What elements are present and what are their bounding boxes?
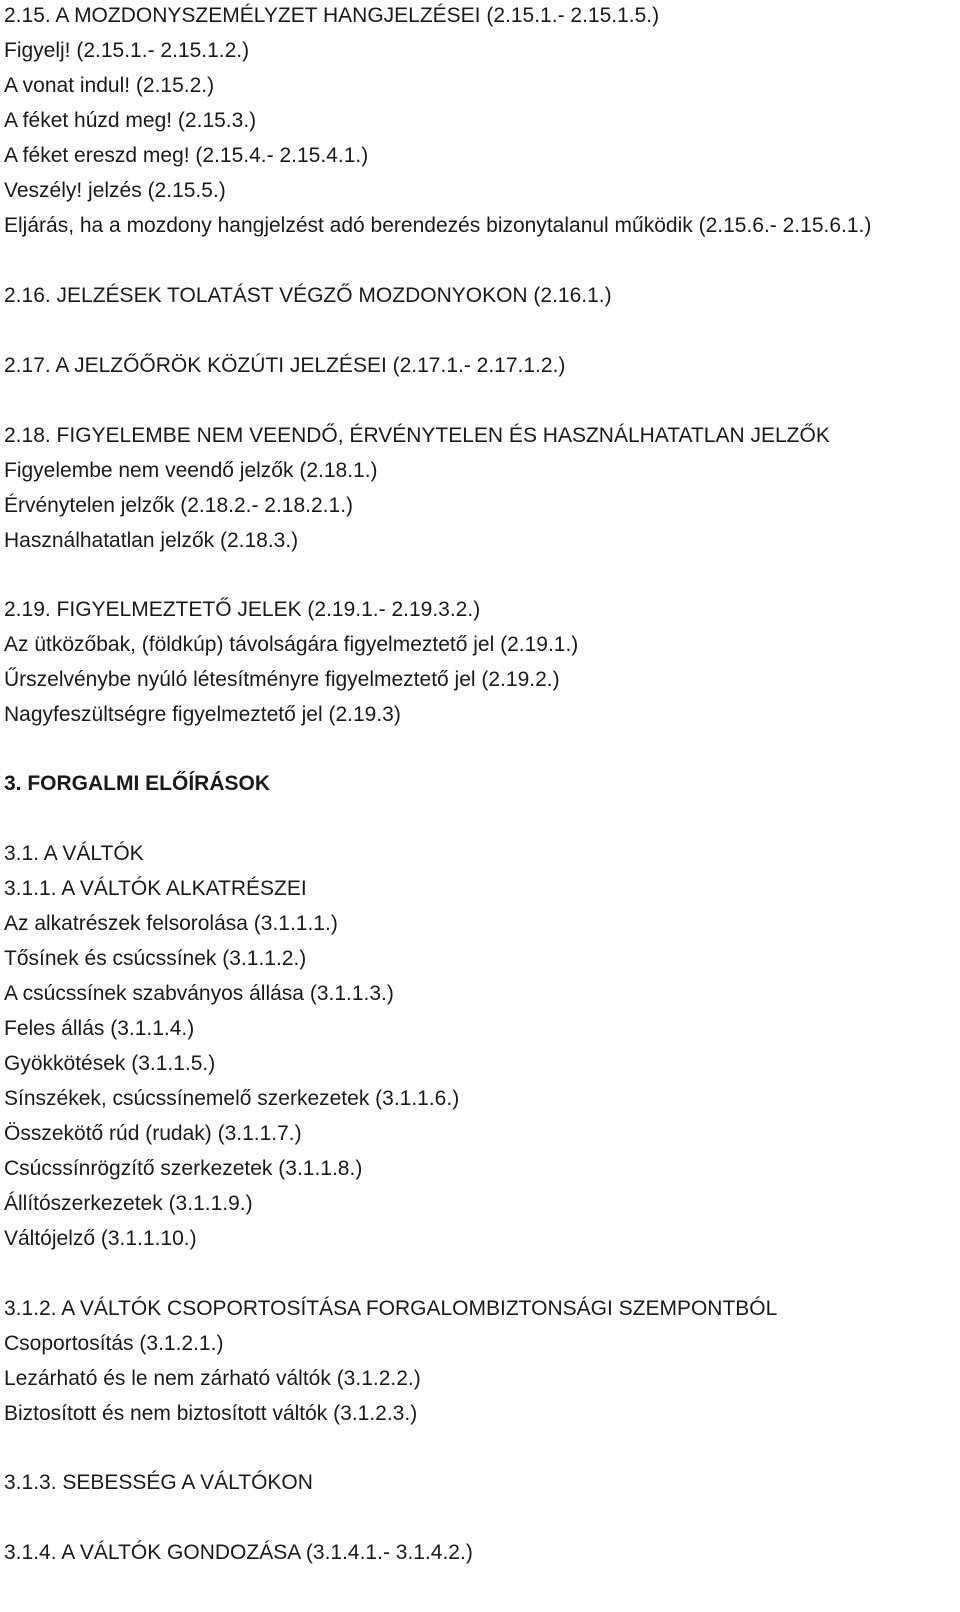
toc-item: A féket húzd meg! (2.15.3.)	[4, 109, 257, 132]
section-heading-3-1-1: 3.1.1. A VÁLTÓK ALKATRÉSZEI	[4, 877, 307, 900]
toc-item: Űrszelvénybe nyúló létesítményre figyelmeztető jel (2.19.2.)	[4, 668, 560, 691]
toc-item: Figyelj! (2.15.1.- 2.15.1.2.)	[4, 39, 250, 62]
toc-item: Érvénytelen jelzők (2.18.2.- 2.18.2.1.)	[4, 494, 354, 517]
toc-item: Feles állás (3.1.1.4.)	[4, 1017, 195, 1040]
section-heading-2-19: 2.19. FIGYELMEZTETŐ JELEK (2.19.1.- 2.19.3.2.)	[4, 598, 481, 621]
toc-item: Az alkatrészek felsorolása (3.1.1.1.)	[4, 912, 338, 935]
toc-item: A féket ereszd meg! (2.15.4.- 2.15.4.1.)	[4, 144, 369, 167]
toc-item: A csúcssínek szabványos állása (3.1.1.3.)	[4, 982, 394, 1005]
section-heading-3-1-3: 3.1.3. SEBESSÉG A VÁLTÓKON	[4, 1471, 313, 1494]
toc-item: Tősínek és csúcssínek (3.1.1.2.)	[4, 947, 307, 970]
toc-item: Váltójelző (3.1.1.10.)	[4, 1227, 197, 1250]
toc-item: Állítószerkezetek (3.1.1.9.)	[4, 1192, 253, 1215]
section-heading-2-17: 2.17. A JELZŐŐRÖK KÖZÚTI JELZÉSEI (2.17.1.- 2.17.1.2.)	[4, 354, 566, 377]
toc-item: A vonat indul! (2.15.2.)	[4, 74, 215, 97]
toc-item: Csúcssínrögzítő szerkezetek (3.1.1.8.)	[4, 1157, 363, 1180]
section-heading-3-1-4: 3.1.4. A VÁLTÓK GONDOZÁSA (3.1.4.1.- 3.1.4.2.)	[4, 1541, 473, 1564]
chapter-heading-3: 3. FORGALMI ELŐÍRÁSOK	[4, 772, 271, 795]
toc-item: Veszély! jelzés (2.15.5.)	[4, 179, 226, 202]
toc-item: Eljárás, ha a mozdony hangjelzést adó berendezés bizonytalanul működik (2.15.6.- 2.15.6.1.)	[4, 214, 872, 237]
toc-item: Összekötő rúd (rudak) (3.1.1.7.)	[4, 1122, 302, 1145]
toc-item: Gyökkötések (3.1.1.5.)	[4, 1052, 216, 1075]
section-heading-2-18: 2.18. FIGYELEMBE NEM VEENDŐ, ÉRVÉNYTELEN ÉS HASZNÁLHATATLAN JELZŐK	[4, 424, 830, 447]
section-heading-3-1: 3.1. A VÁLTÓK	[4, 842, 144, 865]
toc-item: Használhatatlan jelzők (2.18.3.)	[4, 529, 299, 552]
toc-item: Figyelembe nem veendő jelzők (2.18.1.)	[4, 459, 378, 482]
toc-item: Csoportosítás (3.1.2.1.)	[4, 1332, 224, 1355]
section-heading-2-16: 2.16. JELZÉSEK TOLATÁST VÉGZŐ MOZDONYOKON (2.16.1.)	[4, 284, 612, 307]
toc-item: Nagyfeszültségre figyelmeztető jel (2.19.3)	[4, 703, 401, 726]
toc-item: Sínszékek, csúcssínemelő szerkezetek (3.1.1.6.)	[4, 1087, 460, 1110]
toc-item: Lezárható és le nem zárható váltók (3.1.2.2.)	[4, 1367, 421, 1390]
section-heading-3-1-2: 3.1.2. A VÁLTÓK CSOPORTOSÍTÁSA FORGALOMBIZTONSÁGI SZEMPONTBÓL	[4, 1297, 778, 1320]
toc-item: Az ütközőbak, (földkúp) távolságára figyelmeztető jel (2.19.1.)	[4, 633, 579, 656]
section-heading-2-15: 2.15. A MOZDONYSZEMÉLYZET HANGJELZÉSEI (2.15.1.- 2.15.1.5.)	[4, 4, 660, 27]
toc-item: Biztosított és nem biztosított váltók (3.1.2.3.)	[4, 1402, 418, 1425]
